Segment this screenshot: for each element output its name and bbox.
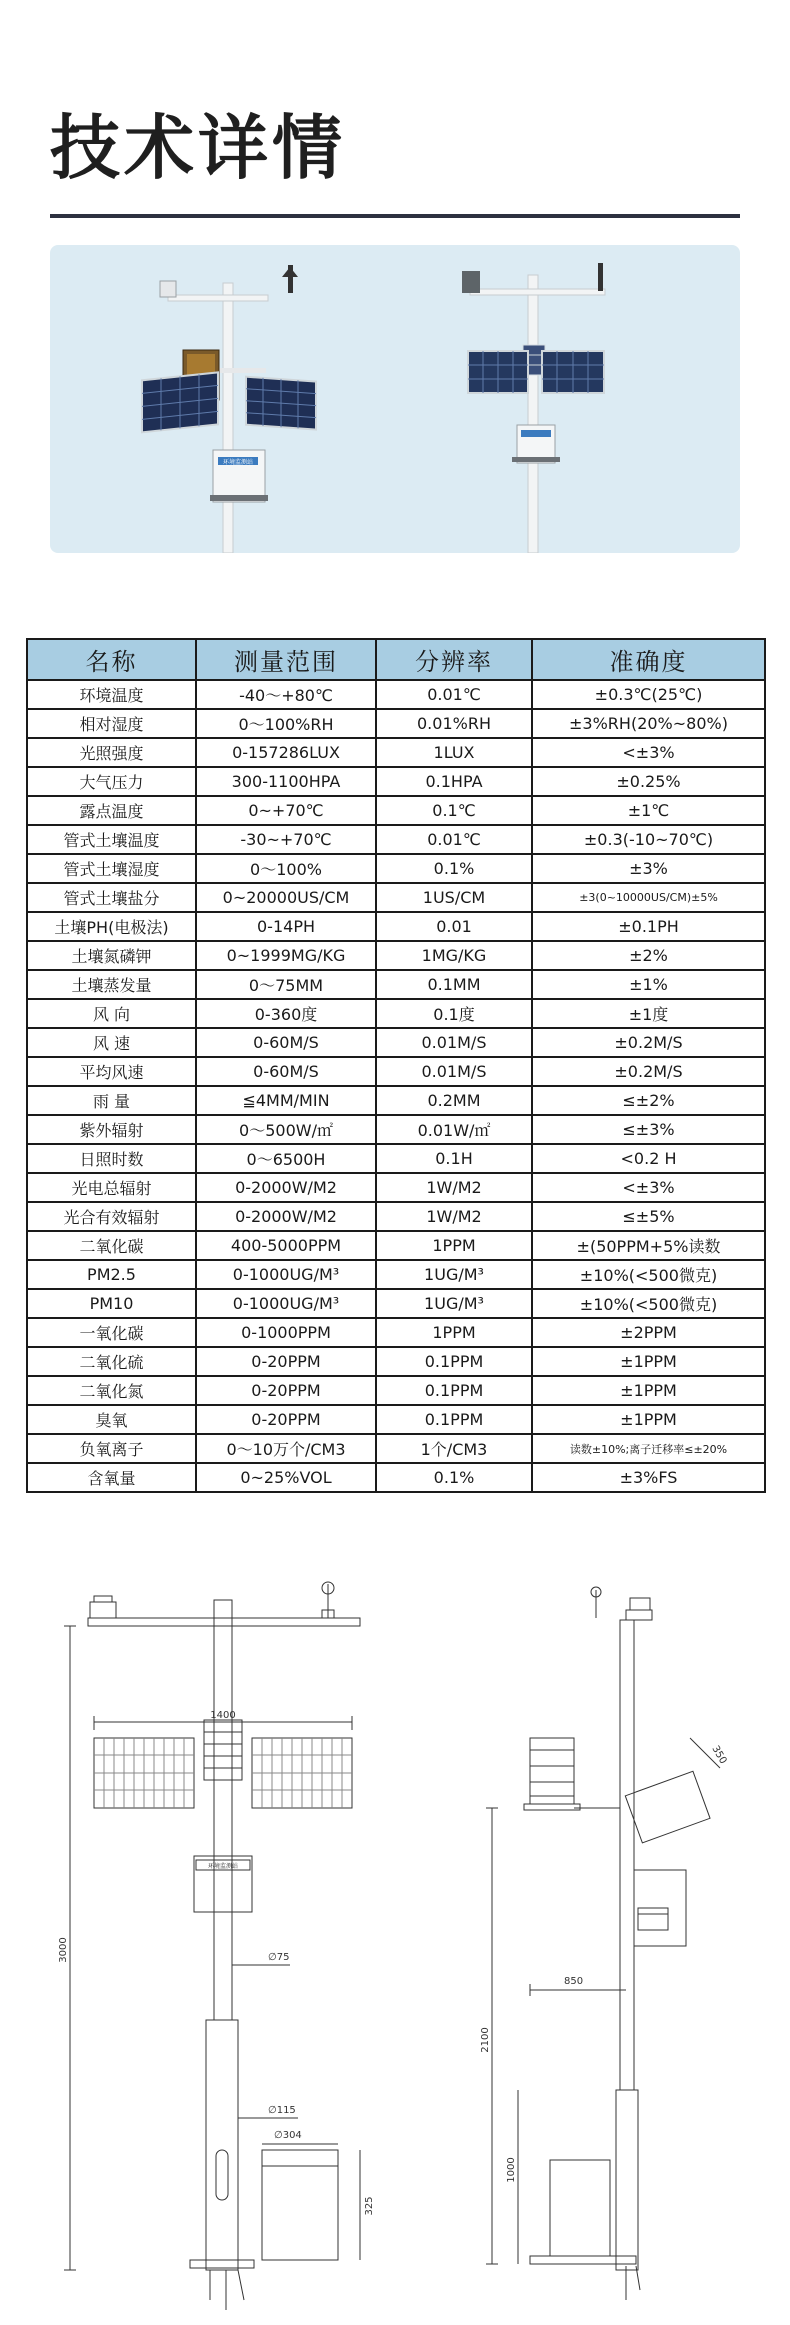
cell-name: 一氧化碳 — [27, 1318, 196, 1347]
cell-resolution: 0.1PPM — [376, 1405, 532, 1434]
cell-name: 紫外辐射 — [27, 1115, 196, 1144]
cell-resolution: 0.01 — [376, 912, 532, 941]
cell-name: 二氧化氮 — [27, 1376, 196, 1405]
cell-resolution: 0.1度 — [376, 999, 532, 1028]
cell-range: 0-1000UG/M³ — [196, 1289, 376, 1318]
cell-accuracy: <±3% — [532, 738, 765, 767]
front-view — [58, 1582, 375, 2310]
cell-resolution: 1US/CM — [376, 883, 532, 912]
cell-accuracy: 读数±10%;离子迁移率≤±20% — [532, 1434, 765, 1463]
cell-range: 0-2000W/M2 — [196, 1173, 376, 1202]
dim-pole-lower: ∅115 — [268, 2105, 296, 2116]
dim-panel: 350 — [709, 1744, 729, 1767]
table-row — [27, 1434, 765, 1463]
cell-name: 土壤PH(电极法) — [27, 912, 196, 941]
table-row — [27, 1405, 765, 1434]
table-row — [27, 912, 765, 941]
cell-accuracy: ±0.2M/S — [532, 1057, 765, 1086]
table-row — [27, 1231, 765, 1260]
table-row — [27, 1347, 765, 1376]
cell-resolution: 1UG/M³ — [376, 1260, 532, 1289]
table-row — [27, 970, 765, 999]
cell-name: 平均风速 — [27, 1057, 196, 1086]
side-view — [480, 1587, 728, 2300]
cell-name: 日照时数 — [27, 1144, 196, 1173]
cell-resolution: 0.1H — [376, 1144, 532, 1173]
dim-width: 1400 — [210, 1710, 236, 1721]
cell-range: 0-360度 — [196, 999, 376, 1028]
header-name: 名称 — [27, 639, 196, 680]
cell-resolution: 1个/CM3 — [376, 1434, 532, 1463]
cell-resolution: 0.1% — [376, 1463, 532, 1492]
cell-resolution: 0.1PPM — [376, 1376, 532, 1405]
cell-name: 相对湿度 — [27, 709, 196, 738]
cell-resolution: 0.01℃ — [376, 680, 532, 709]
photo-box-label: 环境监测站 — [222, 459, 254, 466]
cell-name: 风 向 — [27, 999, 196, 1028]
cell-resolution: 1W/M2 — [376, 1202, 532, 1231]
cell-accuracy: ±0.3(-10~70℃) — [532, 825, 765, 854]
cell-range: 0～10万个/CM3 — [196, 1434, 376, 1463]
cell-range: 0～100% — [196, 854, 376, 883]
cell-accuracy: ±10%(<500微克) — [532, 1260, 765, 1289]
cell-range: 0-60M/S — [196, 1028, 376, 1057]
cell-range: ≦4MM/MIN — [196, 1086, 376, 1115]
cell-name: PM2.5 — [27, 1260, 196, 1289]
cell-range: 0~25%VOL — [196, 1463, 376, 1492]
cell-range: 0~1999MG/KG — [196, 941, 376, 970]
cell-name: 含氧量 — [27, 1463, 196, 1492]
cell-range: 0-60M/S — [196, 1057, 376, 1086]
cell-accuracy: ±3% — [532, 854, 765, 883]
cell-name: PM10 — [27, 1289, 196, 1318]
cell-name: 光合有效辐射 — [27, 1202, 196, 1231]
table-row — [27, 767, 765, 796]
cell-name: 风 速 — [27, 1028, 196, 1057]
cell-range: -40～+80℃ — [196, 680, 376, 709]
cell-range: 0-20PPM — [196, 1405, 376, 1434]
cell-name: 管式土壤盐分 — [27, 883, 196, 912]
cell-accuracy: ±1PPM — [532, 1347, 765, 1376]
cell-name: 土壤蒸发量 — [27, 970, 196, 999]
cell-range: 0-20PPM — [196, 1347, 376, 1376]
cell-accuracy: ±0.3℃(25℃) — [532, 680, 765, 709]
cell-resolution: 0.01W/㎡ — [376, 1115, 532, 1144]
table-row — [27, 941, 765, 970]
cell-range: 0-1000UG/M³ — [196, 1260, 376, 1289]
cell-range: 0~20000US/CM — [196, 883, 376, 912]
dimension-drawing — [30, 1570, 760, 2320]
cell-resolution: 1W/M2 — [376, 1173, 532, 1202]
cell-resolution: 0.01℃ — [376, 825, 532, 854]
cell-accuracy: ±3%FS — [532, 1463, 765, 1492]
table-row — [27, 680, 765, 709]
cell-range: 0-2000W/M2 — [196, 1202, 376, 1231]
cell-name: 负氧离子 — [27, 1434, 196, 1463]
page-title: 技术详情 — [50, 107, 346, 189]
cell-range: 0-1000PPM — [196, 1318, 376, 1347]
table-row — [27, 1318, 765, 1347]
dim-base: ∅304 — [274, 2130, 302, 2141]
cell-range: 0～500W/㎡ — [196, 1115, 376, 1144]
cell-resolution: 0.1MM — [376, 970, 532, 999]
cell-name: 光电总辐射 — [27, 1173, 196, 1202]
left-station-illustration — [142, 265, 316, 553]
table-row — [27, 1289, 765, 1318]
spec-table — [26, 638, 766, 1493]
table-row — [27, 883, 765, 912]
table-row — [27, 796, 765, 825]
table-row — [27, 999, 765, 1028]
cell-range: -30~+70℃ — [196, 825, 376, 854]
cell-accuracy: ±2% — [532, 941, 765, 970]
table-row — [27, 1260, 765, 1289]
cell-range: 0-14PH — [196, 912, 376, 941]
cell-range: 0～100%RH — [196, 709, 376, 738]
header-range: 测量范围 — [196, 639, 376, 680]
cell-name: 二氧化硫 — [27, 1347, 196, 1376]
title-divider — [50, 214, 740, 218]
table-row — [27, 854, 765, 883]
cell-accuracy: ±3(0~10000US/CM)±5% — [532, 883, 765, 912]
cell-accuracy: ±0.25% — [532, 767, 765, 796]
cell-resolution: 1PPM — [376, 1231, 532, 1260]
header-resolution: 分辨率 — [376, 639, 532, 680]
cell-name: 管式土壤温度 — [27, 825, 196, 854]
cell-name: 二氧化碳 — [27, 1231, 196, 1260]
spec-table-body — [27, 680, 765, 1492]
cell-range: 0～75MM — [196, 970, 376, 999]
table-row — [27, 709, 765, 738]
cell-range: 0-157286LUX — [196, 738, 376, 767]
cell-accuracy: ±10%(<500微克) — [532, 1289, 765, 1318]
cell-name: 臭氧 — [27, 1405, 196, 1434]
cell-accuracy: <±3% — [532, 1173, 765, 1202]
cell-resolution: 1UG/M³ — [376, 1289, 532, 1318]
cell-accuracy: ≤±5% — [532, 1202, 765, 1231]
table-row — [27, 1057, 765, 1086]
cell-name: 管式土壤湿度 — [27, 854, 196, 883]
cell-name: 光照强度 — [27, 738, 196, 767]
table-row — [27, 1028, 765, 1057]
dim-arm: 850 — [564, 1976, 584, 1987]
cell-resolution: 0.1% — [376, 854, 532, 883]
cell-resolution: 0.01%RH — [376, 709, 532, 738]
cell-name: 环境温度 — [27, 680, 196, 709]
cell-range: 0~+70℃ — [196, 796, 376, 825]
header-accuracy: 准确度 — [532, 639, 765, 680]
cell-name: 雨 量 — [27, 1086, 196, 1115]
drawing-box-label: 环境监测站 — [207, 1863, 239, 1870]
cell-accuracy: ±1℃ — [532, 796, 765, 825]
table-row — [27, 738, 765, 767]
cell-resolution: 1LUX — [376, 738, 532, 767]
table-row — [27, 1144, 765, 1173]
table-row — [27, 825, 765, 854]
cell-resolution: 0.1℃ — [376, 796, 532, 825]
cell-accuracy: ±1PPM — [532, 1405, 765, 1434]
table-row — [27, 1376, 765, 1405]
cell-resolution: 0.01M/S — [376, 1057, 532, 1086]
table-row — [27, 1202, 765, 1231]
cell-resolution: 0.01M/S — [376, 1028, 532, 1057]
cell-range: 0～6500H — [196, 1144, 376, 1173]
cell-name: 大气压力 — [27, 767, 196, 796]
cell-accuracy: ≤±3% — [532, 1115, 765, 1144]
cell-accuracy: ±1PPM — [532, 1376, 765, 1405]
cell-range: 400-5000PPM — [196, 1231, 376, 1260]
cell-name: 露点温度 — [27, 796, 196, 825]
cell-accuracy: ±1% — [532, 970, 765, 999]
cell-accuracy: ±0.1PH — [532, 912, 765, 941]
dim-base-height: 325 — [364, 2196, 375, 2216]
table-row — [27, 1173, 765, 1202]
cell-range: 0-20PPM — [196, 1376, 376, 1405]
product-photo — [50, 245, 740, 553]
cell-resolution: 1MG/KG — [376, 941, 532, 970]
cell-accuracy: ≤±2% — [532, 1086, 765, 1115]
table-row — [27, 1463, 765, 1492]
dim-total-height: 3000 — [58, 1937, 69, 1963]
dim-pole-upper: ∅75 — [268, 1952, 290, 1963]
cell-accuracy: ±1度 — [532, 999, 765, 1028]
table-row — [27, 1086, 765, 1115]
dim-side-lower: 1000 — [506, 2157, 517, 2183]
dim-side-height: 2100 — [480, 2027, 491, 2053]
cell-accuracy: <0.2 H — [532, 1144, 765, 1173]
cell-accuracy: ±2PPM — [532, 1318, 765, 1347]
table-row — [27, 1115, 765, 1144]
cell-accuracy: ±0.2M/S — [532, 1028, 765, 1057]
right-station-illustration — [462, 263, 605, 553]
cell-range: 300-1100HPA — [196, 767, 376, 796]
cell-resolution: 1PPM — [376, 1318, 532, 1347]
cell-resolution: 0.2MM — [376, 1086, 532, 1115]
cell-resolution: 0.1PPM — [376, 1347, 532, 1376]
cell-accuracy: ±3%RH(20%~80%) — [532, 709, 765, 738]
cell-name: 土壤氮磷钾 — [27, 941, 196, 970]
cell-resolution: 0.1HPA — [376, 767, 532, 796]
spec-header-row — [27, 639, 765, 680]
cell-accuracy: ±(50PPM+5%读数 — [532, 1231, 765, 1260]
